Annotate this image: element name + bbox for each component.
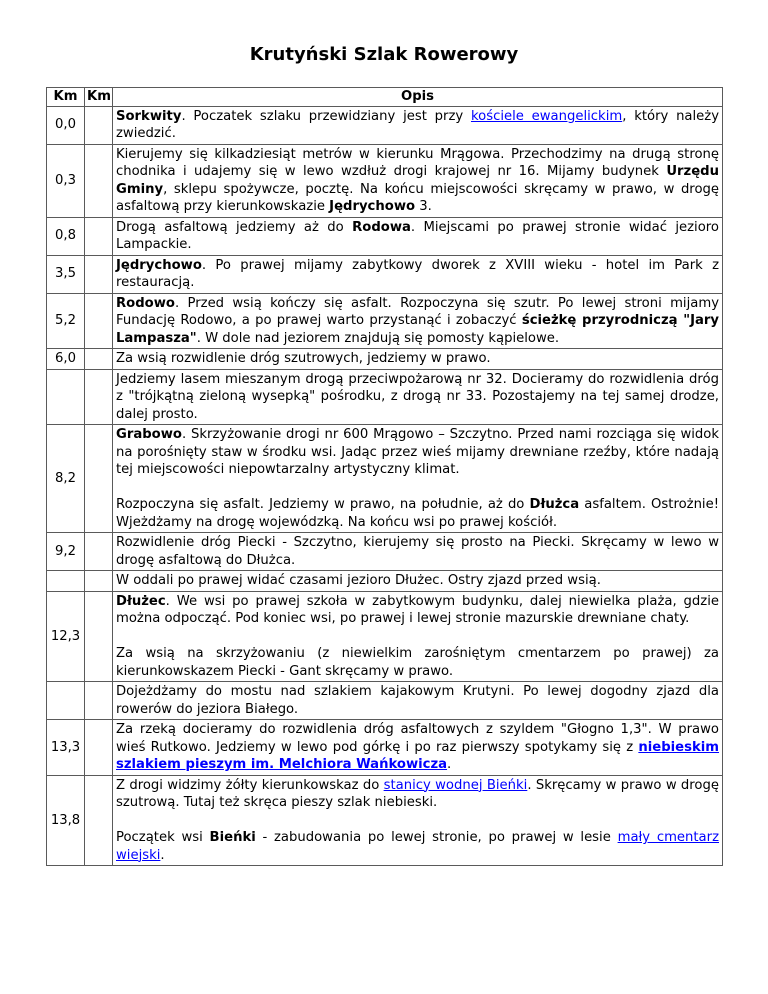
bold-text: Dłużca bbox=[529, 497, 580, 512]
description-cell bbox=[113, 571, 723, 592]
km2-cell bbox=[85, 144, 113, 217]
km2-cell bbox=[85, 682, 113, 720]
bold-text: Rodowo bbox=[116, 295, 175, 311]
route-table bbox=[46, 87, 723, 866]
body-text: - zabudowania po lewej stronie, po prawej w lesie bbox=[255, 830, 618, 845]
km2-cell bbox=[85, 720, 113, 776]
table-row bbox=[47, 775, 723, 866]
table-row bbox=[47, 144, 723, 217]
km-cell: 13,3 bbox=[47, 720, 85, 776]
paragraph bbox=[116, 593, 719, 628]
table-row bbox=[47, 255, 723, 293]
description-cell bbox=[113, 425, 723, 533]
body-text: . Skrzyżowanie drogi nr 600 Mrągowo – Szczytno. Przed nami rozciąga się widok na porośnięty staw w środku wsi. Jadąc przez wieś mijamy drewniane rzeźby, które nadają tej miejscowości niepowtarzalny artystyczny klimat. bbox=[116, 427, 719, 477]
paragraph bbox=[116, 146, 719, 216]
bold-text: Urzędu Gminy bbox=[116, 164, 719, 197]
km2-cell bbox=[85, 591, 113, 682]
km2-cell bbox=[85, 775, 113, 866]
description-cell bbox=[113, 255, 723, 293]
bold-text: Dłużec bbox=[116, 593, 166, 609]
body-text: , sklepu spożywcze, pocztę. Na końcu miejscowości skręcamy w prawo, w drogę asfaltową przy kierunkowskazie bbox=[116, 181, 719, 214]
paragraph bbox=[116, 257, 719, 292]
body-text: Za wsią rozwidlenie dróg szutrowych, jedziemy w prawo. bbox=[116, 351, 491, 366]
table-row bbox=[47, 369, 723, 425]
body-text: Rozpoczyna się asfalt. Jedziemy w prawo, na południe, aż do bbox=[116, 497, 530, 512]
bold-text: ścieżkę przyrodniczą "Jary Lampasza" bbox=[116, 313, 720, 346]
header-opis: Opis bbox=[113, 88, 723, 107]
bold-text: Grabowo bbox=[116, 427, 182, 442]
body-text: . We wsi po prawej szkoła w zabytkowym budynku, dalej niewielka plaża, gdzie można odpocząć. Pod koniec wsi, po prawej i lewej stronie mazurskie drewniane chaty. bbox=[116, 593, 719, 626]
table-row bbox=[47, 533, 723, 571]
km2-cell bbox=[85, 255, 113, 293]
km-cell bbox=[47, 682, 85, 720]
km2-cell bbox=[85, 106, 113, 144]
body-text: . Miejscami po prawej stronie widać jezioro Lampackie. bbox=[116, 219, 719, 252]
header-km-1: Km bbox=[47, 88, 85, 107]
km2-cell bbox=[85, 571, 113, 592]
km-cell: 0,8 bbox=[47, 217, 85, 255]
body-text: Kierujemy się kilkadziesiąt metrów w kierunku Mrągowa. Przechodzimy na drugą stronę chodnika i udajemy się w lewo wzdłuż drogi krajowej nr 16. Mijamy budynek bbox=[116, 146, 719, 179]
page-title: Krutyński Szlak Rowerowy bbox=[249, 44, 519, 65]
paragraph bbox=[116, 645, 719, 680]
table-row bbox=[47, 293, 723, 349]
body-text: . W dole nad jeziorem znajdują się pomosty kąpielowe. bbox=[196, 330, 560, 346]
paragraph bbox=[116, 295, 719, 348]
km2-cell bbox=[85, 425, 113, 533]
bold-text: Rodowa bbox=[352, 219, 411, 235]
body-text: W oddali po prawej widać czasami jezioro Dłużec. Ostry zjazd przed wsią. bbox=[116, 573, 601, 588]
km-cell: 3,5 bbox=[47, 255, 85, 293]
table-row bbox=[47, 720, 723, 776]
table-row bbox=[47, 682, 723, 720]
table-row bbox=[47, 571, 723, 592]
km-cell bbox=[47, 571, 85, 592]
paragraph bbox=[116, 426, 719, 479]
body-text: Jedziemy lasem mieszanym drogą przeciwpożarową nr 32. Docieramy do rozwidlenia dróg z "trójkątną zieloną wysepką" pośrodku, z drogą nr 33. Pozostajemy na tej samej drodze, dalej prosto. bbox=[116, 371, 719, 422]
description-cell bbox=[113, 720, 723, 776]
km-cell: 5,2 bbox=[47, 293, 85, 349]
table-row bbox=[47, 425, 723, 533]
km2-cell bbox=[85, 369, 113, 425]
bold-text: Sorkwity bbox=[116, 108, 182, 124]
body-text: . Przed wsią kończy się asfalt. Rozpoczyna się szutr. Po lewej stroni mijamy Fundację Rodowo, a po prawej warto przystanąć i zobaczyć bbox=[116, 295, 719, 328]
paragraph bbox=[116, 829, 719, 864]
bold-text: Bieńki bbox=[209, 830, 256, 845]
paragraph bbox=[116, 371, 719, 424]
km-cell: 8,2 bbox=[47, 425, 85, 533]
paragraph bbox=[116, 108, 719, 143]
body-text: . Poczatek szlaku przewidziany jest przy bbox=[181, 108, 471, 124]
bold-text: Jędrychowo bbox=[329, 199, 416, 214]
paragraph bbox=[116, 777, 719, 812]
inline-link[interactable]: stanicy wodnej Bieńki bbox=[383, 777, 528, 793]
description-cell bbox=[113, 591, 723, 682]
body-text: , który należy zwiedzić. bbox=[116, 108, 720, 141]
description-cell bbox=[113, 349, 723, 370]
body-text: . Po prawej mijamy zabytkowy dworek z XVIII wieku - hotel im Park z restauracją. bbox=[116, 257, 719, 290]
body-text: Początek wsi bbox=[116, 830, 210, 845]
table-row bbox=[47, 217, 723, 255]
paragraph bbox=[116, 219, 719, 254]
body-text: Dojeżdżamy do mostu nad szlakiem kajakowym Krutyni. Po lewej dogodny zjazd dla rowerów do jeziora Białego. bbox=[116, 684, 719, 717]
km2-cell bbox=[85, 217, 113, 255]
km-cell: 13,8 bbox=[47, 775, 85, 866]
km2-cell bbox=[85, 349, 113, 370]
km-cell bbox=[47, 369, 85, 425]
description-cell bbox=[113, 682, 723, 720]
table-row bbox=[47, 106, 723, 144]
description-cell bbox=[113, 144, 723, 217]
inline-link[interactable]: niebieskim szlakiem pieszym im. Melchiora Wańkowicza bbox=[116, 739, 719, 772]
paragraph bbox=[116, 572, 719, 590]
paragraph bbox=[116, 350, 719, 368]
body-text: Za wsią na skrzyżowaniu (z niewielkim zarośniętym cmentarzem po prawej) za kierunkowskazem Piecki - Gant skręcamy w prawo. bbox=[116, 646, 719, 679]
description-cell bbox=[113, 217, 723, 255]
paragraph bbox=[116, 683, 719, 718]
inline-link[interactable]: mały cmentarz wiejski bbox=[116, 830, 719, 863]
description-cell bbox=[113, 369, 723, 425]
km-cell: 6,0 bbox=[47, 349, 85, 370]
paragraph bbox=[116, 534, 719, 569]
description-cell bbox=[113, 775, 723, 866]
bold-text: Jędrychowo bbox=[116, 257, 202, 273]
inline-link[interactable]: kościele ewangelickim bbox=[470, 108, 623, 124]
body-text: asfaltem. Ostrożnie! Wjeżdżamy na drogę wojewódzką. Na końcu wsi po prawej kościół. bbox=[116, 497, 719, 530]
body-text: Rozwidlenie dróg Piecki - Szczytno, kierujemy się prosto na Piecki. Skręcamy w lewo w drogę asfaltową do Dłużca. bbox=[116, 535, 719, 568]
table-row bbox=[47, 349, 723, 370]
description-cell bbox=[113, 106, 723, 144]
table-row bbox=[47, 591, 723, 682]
route-table-body bbox=[47, 106, 723, 866]
km2-cell bbox=[85, 533, 113, 571]
body-text: 3. bbox=[415, 199, 432, 214]
km-cell: 0,3 bbox=[47, 144, 85, 217]
body-text: Za rzeką docieramy do rozwidlenia dróg asfaltowych z szyldem "Głogno 1,3". W prawo wieś Rutkowo. Jedziemy w lewo pod górkę i po raz pierwszy spotykamy się z bbox=[116, 722, 719, 755]
body-text: . bbox=[160, 847, 165, 863]
km-cell: 9,2 bbox=[47, 533, 85, 571]
paragraph bbox=[116, 496, 719, 531]
km2-cell bbox=[85, 293, 113, 349]
header-km-2: Km bbox=[85, 88, 113, 107]
paragraph bbox=[116, 721, 719, 774]
km-cell: 0,0 bbox=[47, 106, 85, 144]
km-cell: 12,3 bbox=[47, 591, 85, 682]
body-text: Drogą asfaltową jedziemy aż do bbox=[116, 219, 353, 235]
body-text: . bbox=[447, 757, 452, 772]
body-text: . Skręcamy w prawo w drogę szutrową. Tutaj też skręca pieszy szlak niebieski. bbox=[116, 777, 719, 810]
description-cell bbox=[113, 293, 723, 349]
description-cell bbox=[113, 533, 723, 571]
body-text: Z drogi widzimy żółty kierunkowskaz do bbox=[116, 777, 384, 793]
table-header-row bbox=[47, 88, 723, 107]
